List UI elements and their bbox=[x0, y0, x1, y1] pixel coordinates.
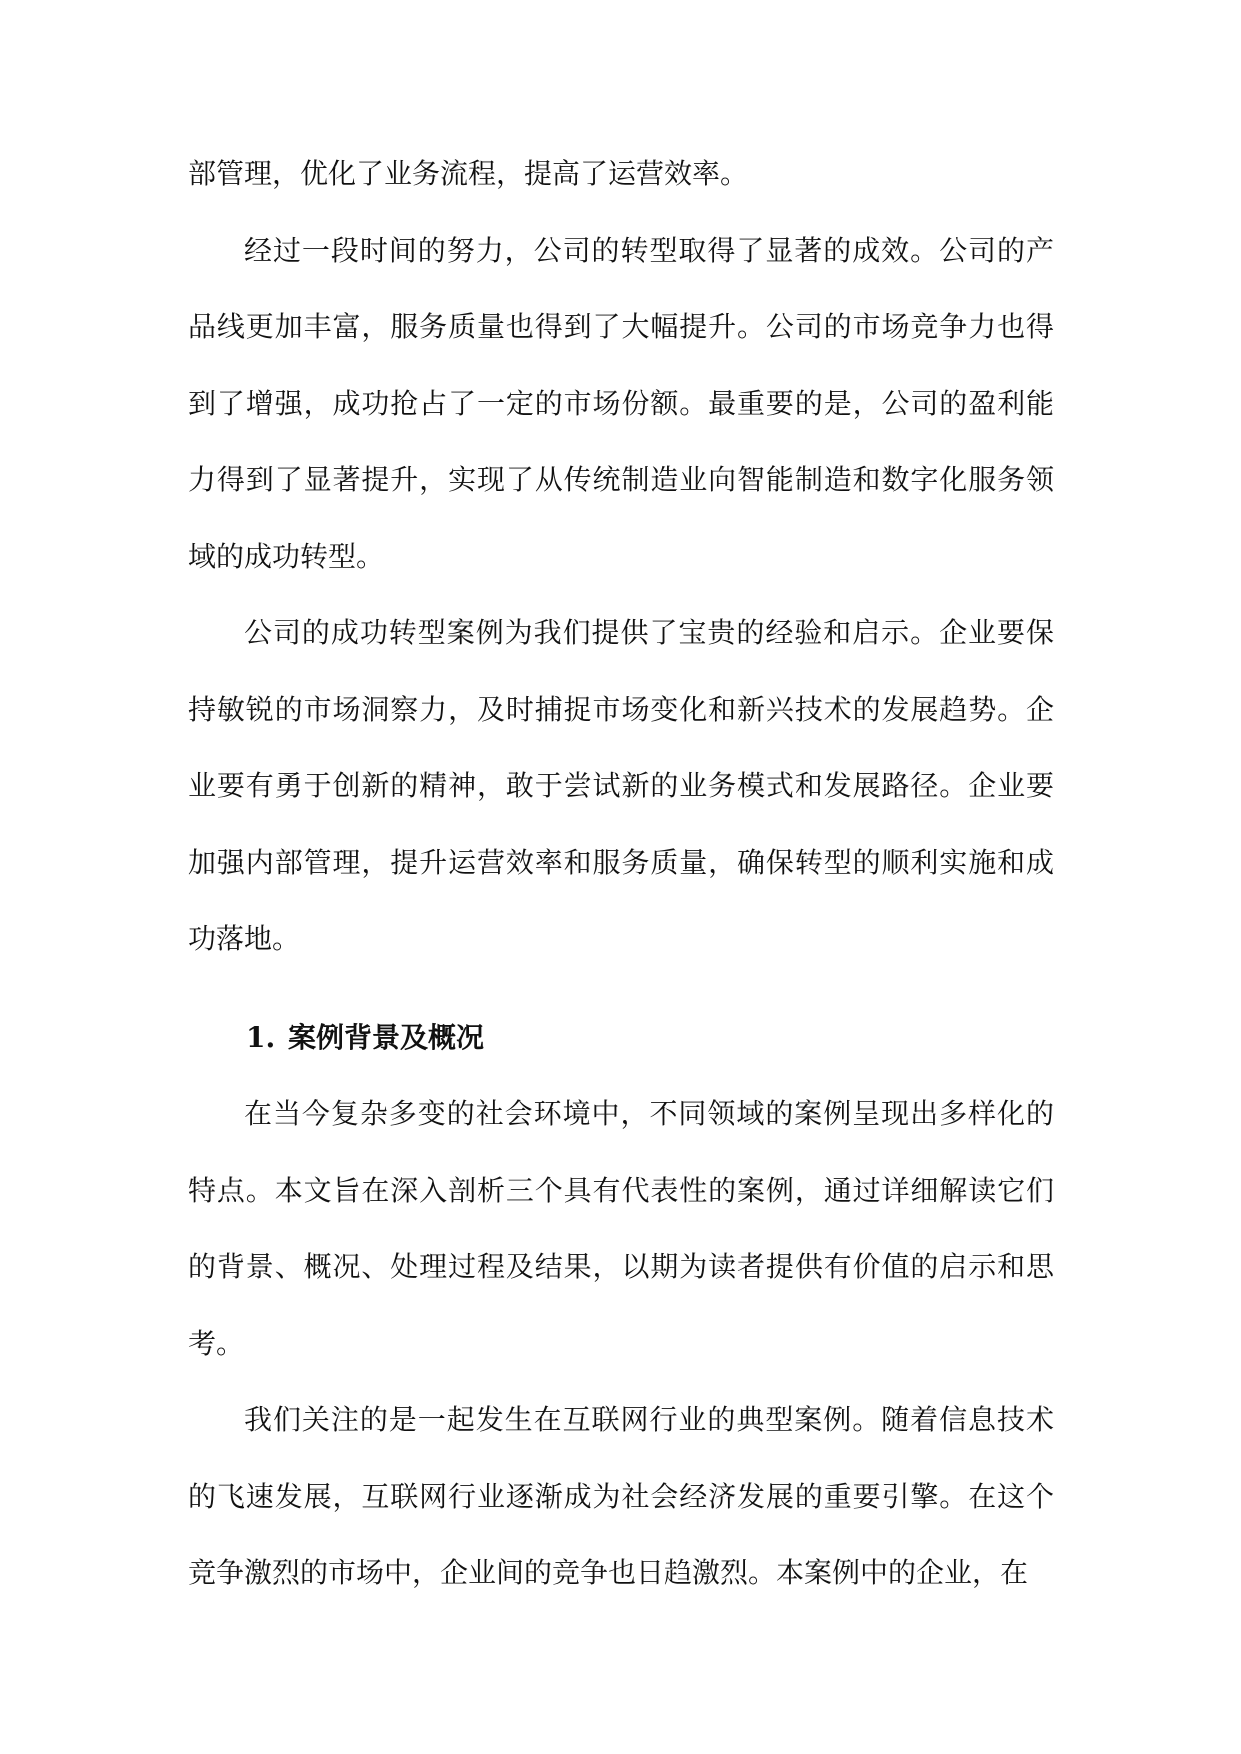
paragraph-lessons: 公司的成功转型案例为我们提供了宝贵的经验和启示。企业要保持敏锐的市场洞察力，及时捕捉市场变化和新兴技术的发展趋势。企业要有勇于创新的精神，敢于尝试新的业务模式和发展路径。企业要加强内部管理，提升运营效率和服务质量，确保转型的顺利实施和成功落地。 bbox=[188, 616, 1054, 955]
paragraph-internet-case: 我们关注的是一起发生在互联网行业的典型案例。随着信息技术的飞速发展，互联网行业逐渐成为社会经济发展的重要引擎。在这个竞争激烈的市场中，企业间的竞争也日趋激烈。本案例中的企业，在 bbox=[188, 1403, 1054, 1589]
section-title: 案例背景及概况 bbox=[288, 1020, 485, 1054]
document-body bbox=[188, 136, 1054, 1612]
section-number: 1. bbox=[246, 1020, 276, 1054]
paragraph-transformation-results: 经过一段时间的努力，公司的转型取得了显著的成效。公司的产品线更加丰富，服务质量也得到了大幅提升。公司的市场竞争力也得到了增强，成功抢占了一定的市场份额。最重要的是，公司的盈利能力得到了显著提升，实现了从传统制造业向智能制造和数字化服务领域的成功转型。 bbox=[188, 233, 1054, 573]
paragraph-continued: 部管理，优化了业务流程，提高了运营效率。 bbox=[188, 157, 749, 190]
section-heading bbox=[188, 1000, 1054, 1077]
paragraph-intro: 在当今复杂多变的社会环境中，不同领域的案例呈现出多样化的特点。本文旨在深入剖析三个具有代表性的案例，通过详细解读它们的背景、概况、处理过程及结果，以期为读者提供有价值的启示和思考。 bbox=[188, 1097, 1054, 1360]
